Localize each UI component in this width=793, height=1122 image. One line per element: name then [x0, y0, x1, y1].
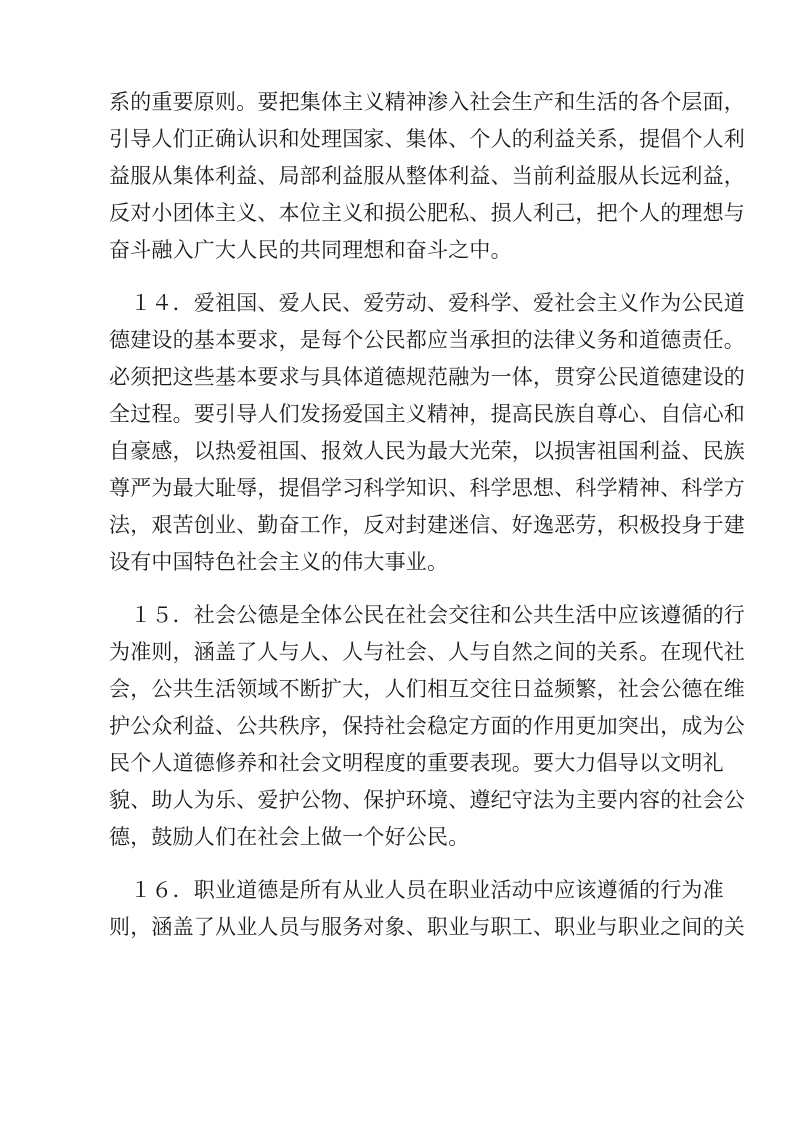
paragraph-gap — [109, 856, 689, 872]
text-line: 为准则，涵盖了人与人、人与社会、人与自然之间的关系。在现代社 — [109, 640, 745, 664]
text-line: 法，艰苦创业、勤奋工作，反对封建迷信、好逸恶劳，积极投身于建 — [109, 513, 745, 537]
document-body — [109, 84, 745, 946]
text-line: 引导人们正确认识和处理国家、集体、个人的利益关系，提倡个人利 — [109, 127, 745, 151]
text-line: １４．爱祖国、爱人民、爱劳动、爱科学、爱社会主义作为公民道 — [109, 291, 745, 315]
text-line: 民个人道德修养和社会文明程度的重要表现。要大力倡导以文明礼 — [109, 751, 724, 775]
text-line: 反对小团体主义、本位主义和损公肥私、损人利己，把个人的理想与 — [109, 201, 745, 225]
text-line: 自豪感，以热爱祖国、报效人民为最大光荣，以损害祖国利益、民族 — [109, 439, 745, 463]
text-line: 设有中国特色社会主义的伟大事业。 — [109, 550, 449, 574]
text-line: 则，涵盖了从业人员与服务对象、职业与职工、职业与职业之间的关 — [109, 915, 745, 939]
text-line: １６．职业道德是所有从业人员在职业活动中应该遵循的行为准 — [109, 878, 724, 902]
paragraph-gap — [109, 581, 689, 597]
text-line: 尊严为最大耻辱，提倡学习科学知识、科学思想、科学精神、科学方 — [109, 476, 745, 500]
text-line: 奋斗融入广大人民的共同理想和奋斗之中。 — [109, 238, 512, 262]
text-line: 德，鼓励人们在社会上做一个好公民。 — [109, 825, 470, 849]
text-line: 全过程。要引导人们发扬爱国主义精神，提高民族自尊心、自信心和 — [109, 402, 745, 426]
paragraph-16 — [109, 872, 745, 946]
text-line: 会，公共生活领域不断扩大，人们相互交往日益频繁，社会公德在维 — [109, 677, 745, 701]
text-line: 德建设的基本要求，是每个公民都应当承担的法律义务和道德责任。 — [109, 328, 745, 352]
paragraph-13-continuation — [109, 84, 745, 269]
text-line: １５．社会公德是全体公民在社会交往和公共生活中应该遵循的行 — [109, 603, 745, 627]
text-line: 必须把这些基本要求与具体道德规范融为一体，贯穿公民道德建设的 — [109, 365, 745, 389]
paragraph-14 — [109, 285, 745, 581]
text-line: 益服从集体利益、局部利益服从整体利益、当前利益服从长远利益， — [109, 164, 745, 188]
text-line: 系的重要原则。要把集体主义精神渗入社会生产和生活的各个层面， — [109, 90, 745, 114]
paragraph-gap — [109, 269, 689, 285]
text-line: 貌、助人为乐、爱护公物、保护环境、遵纪守法为主要内容的社会公 — [109, 788, 745, 812]
paragraph-15 — [109, 597, 745, 856]
text-line: 护公众利益、公共秩序，保持社会稳定方面的作用更加突出，成为公 — [109, 714, 745, 738]
